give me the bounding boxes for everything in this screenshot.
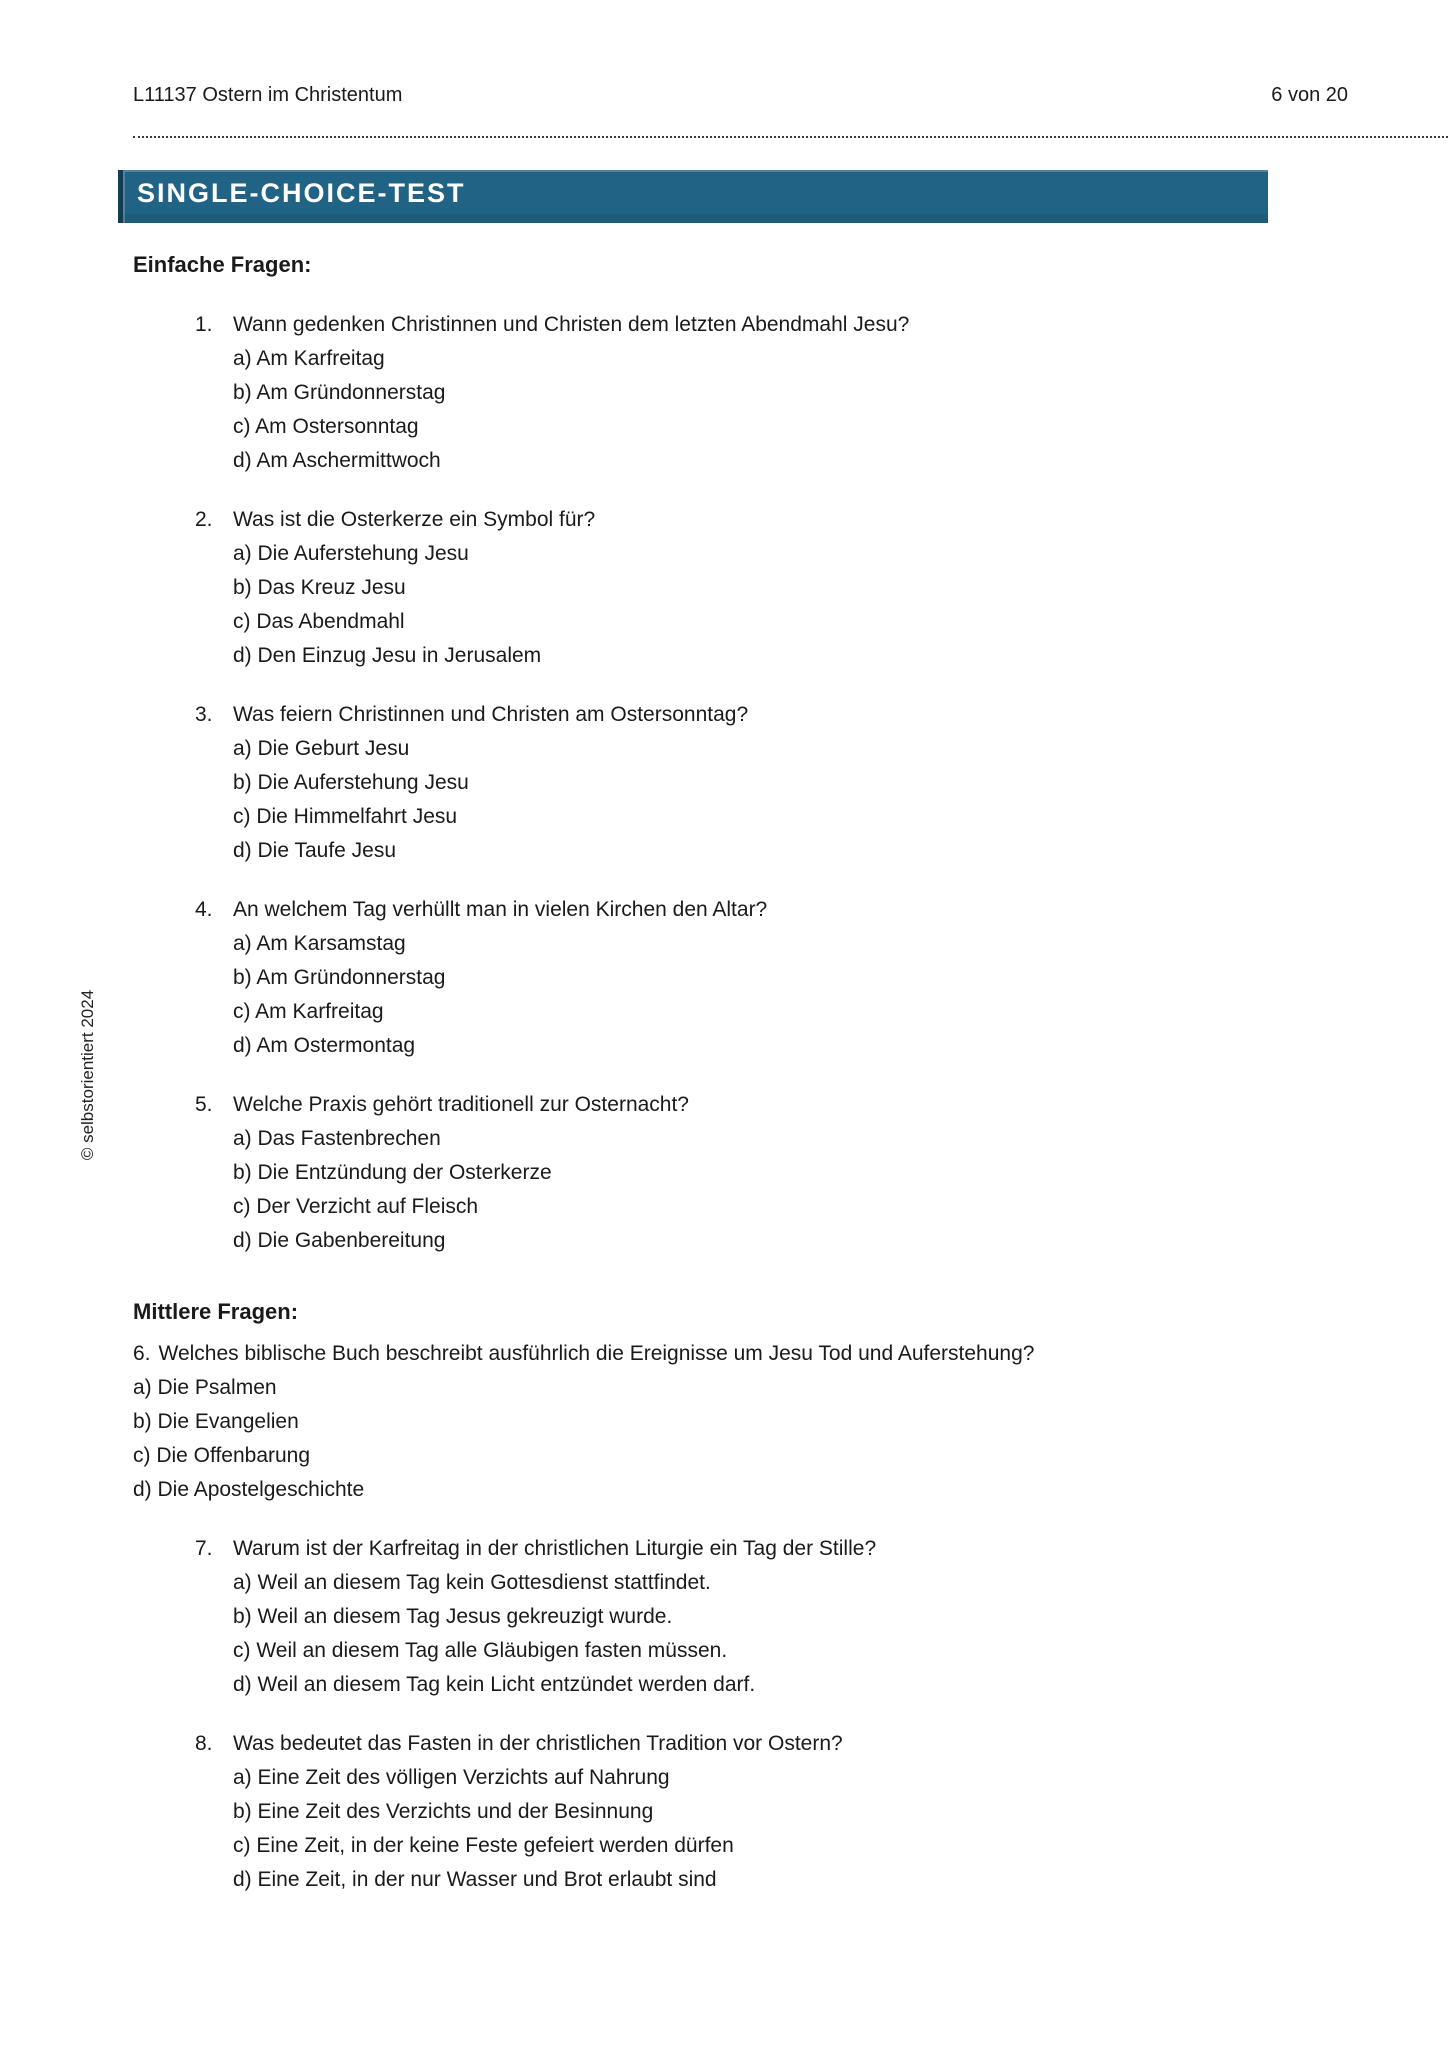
question-block	[133, 1337, 1348, 1507]
question-line	[133, 698, 1348, 732]
answer-option: b) Das Kreuz Jesu	[233, 576, 406, 599]
answer-option: d) Weil an diesem Tag kein Licht entzündet werden darf.	[233, 1673, 756, 1696]
answer-option: d) Die Gabenbereitung	[233, 1229, 446, 1252]
answer-option: d) Die Taufe Jesu	[233, 839, 397, 862]
section-gap	[133, 1283, 1348, 1299]
question-number: 8.	[195, 1732, 213, 1755]
answer-option: a) Die Psalmen	[133, 1376, 277, 1399]
question-line	[133, 1532, 1348, 1566]
question-text: Warum ist der Karfreitag in der christlichen Liturgie ein Tag der Stille?	[233, 1537, 877, 1560]
section-heading: Einfache Fragen:	[133, 252, 312, 277]
answer-option: d) Am Ostermontag	[233, 1034, 416, 1057]
answer-option: c) Weil an diesem Tag alle Gläubigen fasten müssen.	[233, 1639, 728, 1662]
answer-option: d) Am Aschermittwoch	[233, 449, 441, 472]
document-code: L11137 Ostern im Christentum	[133, 84, 403, 106]
banner-title: SINGLE-CHOICE-TEST	[137, 178, 466, 208]
question-line	[133, 1727, 1348, 1761]
answer-option: b) Die Evangelien	[133, 1410, 299, 1433]
question-block	[133, 503, 1348, 673]
page-header	[133, 84, 1448, 138]
question-block	[133, 1727, 1348, 1897]
page-header-row	[133, 84, 1448, 106]
question-number: 4.	[195, 898, 213, 921]
answer-option: b) Am Gründonnerstag	[233, 966, 446, 989]
test-content	[133, 252, 1348, 1922]
question-number: 1.	[195, 313, 213, 336]
answer-option: a) Eine Zeit des völligen Verzichts auf Nahrung	[233, 1766, 670, 1789]
section-banner	[118, 170, 1268, 223]
question-text: Wann gedenken Christinnen und Christen dem letzten Abendmahl Jesu?	[233, 313, 910, 336]
question-line	[133, 503, 1348, 537]
question-number: 3.	[195, 703, 213, 726]
answer-option: a) Die Auferstehung Jesu	[233, 542, 469, 565]
question-number: 2.	[195, 508, 213, 531]
question-line	[133, 1337, 1348, 1371]
answer-option: c) Am Ostersonntag	[233, 415, 419, 438]
question-block	[133, 698, 1348, 868]
question-block	[133, 893, 1348, 1063]
question-text: Welche Praxis gehört traditionell zur Osternacht?	[233, 1093, 689, 1116]
question-number: 6.	[133, 1342, 151, 1365]
question-line	[133, 893, 1348, 927]
answer-option: a) Das Fastenbrechen	[233, 1127, 441, 1150]
question-text: Was feiern Christinnen und Christen am Ostersonntag?	[233, 703, 749, 726]
question-block	[133, 1088, 1348, 1258]
answer-option: d) Den Einzug Jesu in Jerusalem	[233, 644, 542, 667]
answer-option: b) Am Gründonnerstag	[233, 381, 446, 404]
section-heading: Mittlere Fragen:	[133, 1299, 299, 1324]
answer-option: c) Eine Zeit, in der keine Feste gefeiert werden dürfen	[233, 1834, 734, 1857]
copyright-vertical: © selbstorientiert 2024	[78, 989, 97, 1161]
answer-option: c) Die Offenbarung	[133, 1444, 311, 1467]
question-text: Was bedeutet das Fasten in der christlichen Tradition vor Ostern?	[233, 1732, 843, 1755]
answer-option: d) Die Apostelgeschichte	[133, 1478, 365, 1501]
answer-option: a) Die Geburt Jesu	[233, 737, 410, 760]
answer-option: c) Am Karfreitag	[233, 1000, 384, 1023]
answer-option: b) Die Entzündung der Osterkerze	[233, 1161, 552, 1184]
answer-option: d) Eine Zeit, in der nur Wasser und Brot erlaubt sind	[233, 1868, 717, 1891]
answer-option: a) Weil an diesem Tag kein Gottesdienst stattfindet.	[233, 1571, 711, 1594]
question-number: 5.	[195, 1093, 213, 1116]
question-text: Welches biblische Buch beschreibt ausführlich die Ereignisse um Jesu Tod und Auferstehung?	[158, 1342, 1035, 1365]
question-block	[133, 1532, 1348, 1702]
answer-option: c) Der Verzicht auf Fleisch	[233, 1195, 479, 1218]
answer-option: a) Am Karfreitag	[233, 347, 385, 370]
question-line	[133, 308, 1348, 342]
answer-option: b) Eine Zeit des Verzichts und der Besinnung	[233, 1800, 654, 1823]
page-number: 6 von 20	[1271, 84, 1348, 106]
question-number: 7.	[195, 1537, 213, 1560]
question-block	[133, 308, 1348, 478]
answer-option: b) Die Auferstehung Jesu	[233, 771, 469, 794]
answer-option: c) Die Himmelfahrt Jesu	[233, 805, 458, 828]
question-line	[133, 1088, 1348, 1122]
answer-option: a) Am Karsamstag	[233, 932, 406, 955]
answer-option: b) Weil an diesem Tag Jesus gekreuzigt wurde.	[233, 1605, 673, 1628]
question-text: An welchem Tag verhüllt man in vielen Kirchen den Altar?	[233, 898, 768, 921]
question-text: Was ist die Osterkerze ein Symbol für?	[233, 508, 596, 531]
answer-option: c) Das Abendmahl	[233, 610, 405, 633]
